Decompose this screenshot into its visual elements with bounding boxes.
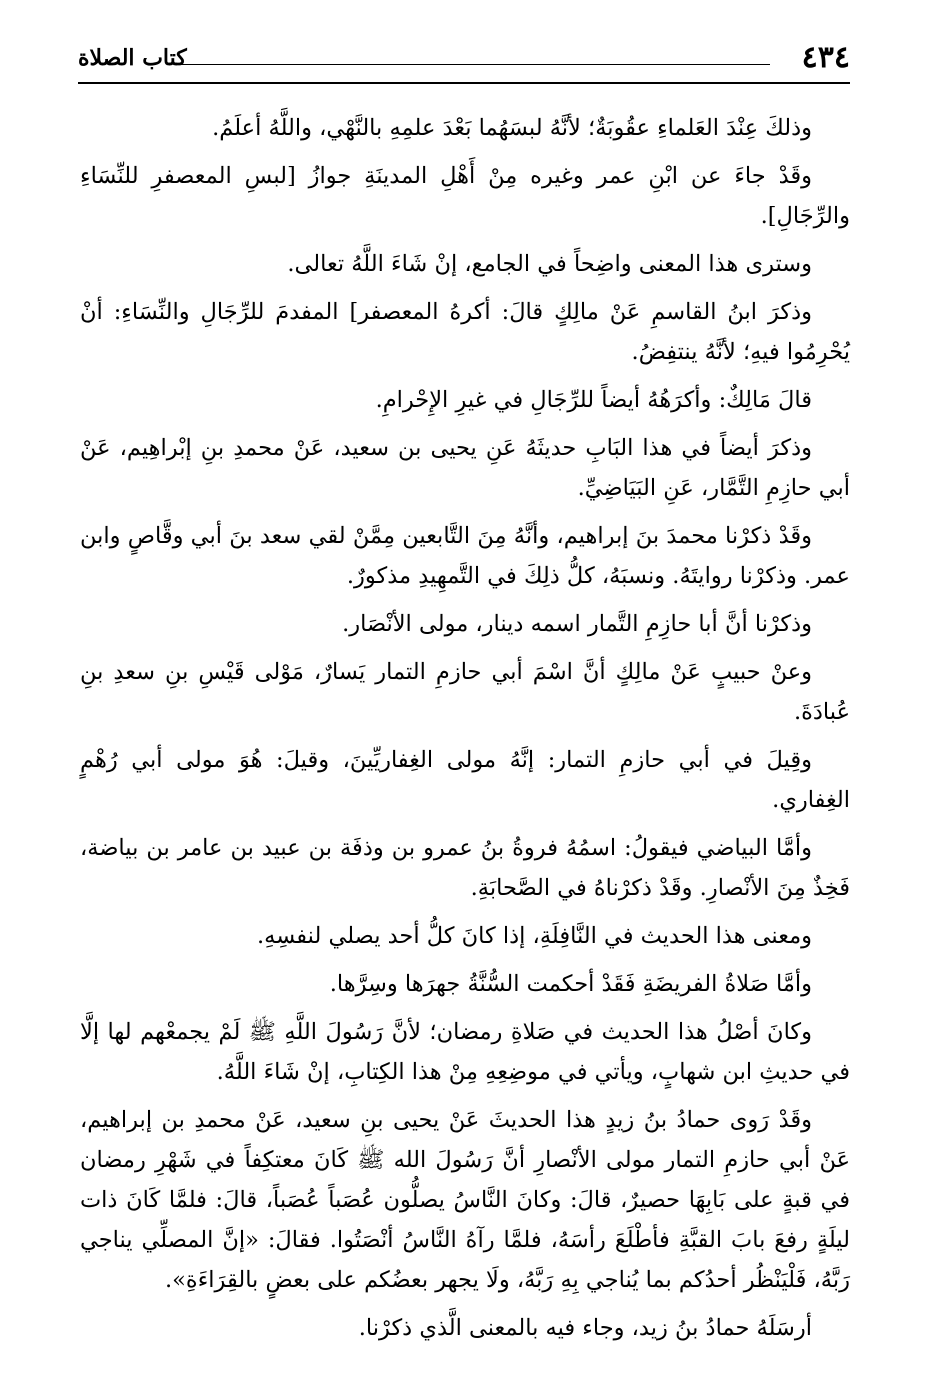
paragraph: وقَدْ ذكرْنا محمدَ بنَ إبراهيم، وأنَّهُ مِنَ التَّابعين مِمَّنْ لقي سعد بنَ أبي وقَّاصٍ وابن عمر. وذكرْنا روايتَهُ. ونسبَهُ، كلُّ ذلِكَ في التَّمهِيدِ مذكورٌ. xyxy=(80,523,850,589)
paragraph: قالَ مَالِكٌ: وأكرَهُهُ أيضاً للرِّجَالِ في غيرِ الإِحْرامِ. xyxy=(375,387,812,413)
paragraph: وذكرَ ابنُ القاسمِ عَنْ مالِكٍ قالَ: أكرهُ المعصفر] المفدمَ للرِّجَالِ والنِّسَاءِ: أنْ يُحْرِمُوا فيهِ؛ لأنَّهُ ينتفِضُ. xyxy=(80,299,850,365)
paragraph: وذكرَ أيضاً في هذا البَابِ حديثَهُ عَنِ يحيى بن سعيد، عَنْ محمدِ بنِ إبْراهِيم، عَنْ أبي حازِمِ التَّمَّار، عَنِ البَيَاضِيِّ. xyxy=(80,435,850,501)
paragraph: وعنْ حبيبٍ عَنْ مالِكٍ أنَّ اسْمَ أبي حازمِ التمار يَسارٌ، مَوْلى قَيْسِ بنِ سعدِ بنِ عُبادَةَ. xyxy=(80,659,850,725)
running-title: كتاب الصلاة xyxy=(78,45,187,71)
paragraph: وأمَّا صَلاةُ الفريضَةِ فَقَدْ أحكمت السُّنَّةُ جهرَها وسِرَّها. xyxy=(329,971,812,997)
header-divider xyxy=(78,82,850,84)
paragraph: وذكرْنا أنَّ أبا حازِمِ التَّمار اسمه دينار، مولى الأنْصَار. xyxy=(342,611,812,637)
paragraph: ومعنى هذا الحديث في النَّافِلَةِ، إذا كانَ كلُّ أحد يصلي لنفسِهِ. xyxy=(257,923,812,949)
paragraph: وذلكَ عِنْدَ العَلماءِ عقُوبَةٌ؛ لأنَّهُ لبسَهُما بَعْدَ علمِهِ بالنَّهْي، واللَّهُ أعلَمُ. xyxy=(212,115,812,141)
paragraph: أرسَلَهُ حمادُ بنُ زيد، وجاء فيه بالمعنى الَّذي ذكرْنا. xyxy=(358,1315,812,1341)
page-number: ٤٣٤ xyxy=(801,40,850,75)
paragraph: وأمَّا البياضي فيقولُ: اسمُهُ فروةُ بنُ عمرو بن وذفَة بن عبيد بن عامر بن بياضة، فَخِذٌ مِنَ الأنْصارِ. وقَدْ ذكرْناهُ في الصَّحابَةِ. xyxy=(80,835,850,901)
paragraph: وقِيلَ في أبي حازمِ التمار: إنَّهُ مولى الغِفاريِّينَ، وقيلَ: هُوَ مولى أبي رُهْمٍ الغِفاري. xyxy=(80,747,850,813)
paragraph: وقَدْ رَوى حمادُ بنُ زيدٍ هذا الحديثَ عَنْ يحيى بنِ سعيد، عَنْ محمدِ بن إبراهيم، عَنْ أبي حازمِ التمار مولى الأنْصارِ أنَّ رَسُولَ الله ﷺ كَانَ معتكِفاً في شَهْرِ رمضان في قبةٍ على بَابِهَا حصيرٌ، قالَ: وكانَ النَّاسُ يصلُّون عُصَباً عُصَباً، قالَ: فلمَّا كَانَ ذات ليلَةٍ رفعَ بابَ القبَّةِ فأطْلَعَ رأسَهُ، فلمَّا رآهُ النَّاسُ أنْصَتُوا. فقالَ: «إنَّ المصلِّي يناجي رَبَّهُ، فَلْيَنْظُر أحدُكم بما يُناجي بِهِ رَبَّهُ، ولَا يجهر بعضُكم على بعضٍ بالقِرَاءَةِ». xyxy=(80,1107,850,1293)
page-header xyxy=(78,38,850,78)
paragraph: وكانَ أصْلُ هذا الحديث في صَلاةِ رمضان؛ لأنَّ رَسُولَ اللَّهِ ﷺ لَمْ يجمعْهم لها إلَّا في حديثِ ابن شهابٍ، ويأتي في موضِعِهِ مِنْ هذا الكِتابِ، إنْ شَاءَ اللَّهُ. xyxy=(80,1019,850,1085)
body-text xyxy=(80,108,850,1356)
header-rule xyxy=(180,64,770,65)
paragraph: وقَدْ جاءَ عن ابْنِ عمر وغيره مِنْ أَهْلِ المدينَةِ جوازُ [لبسِ المعصفرِ للنِّسَاءِ والرِّجَالِ]. xyxy=(80,163,850,229)
paragraph: وسترى هذا المعنى واضِحاً في الجامع، إنْ شَاءَ اللَّهُ تعالى. xyxy=(287,251,812,277)
